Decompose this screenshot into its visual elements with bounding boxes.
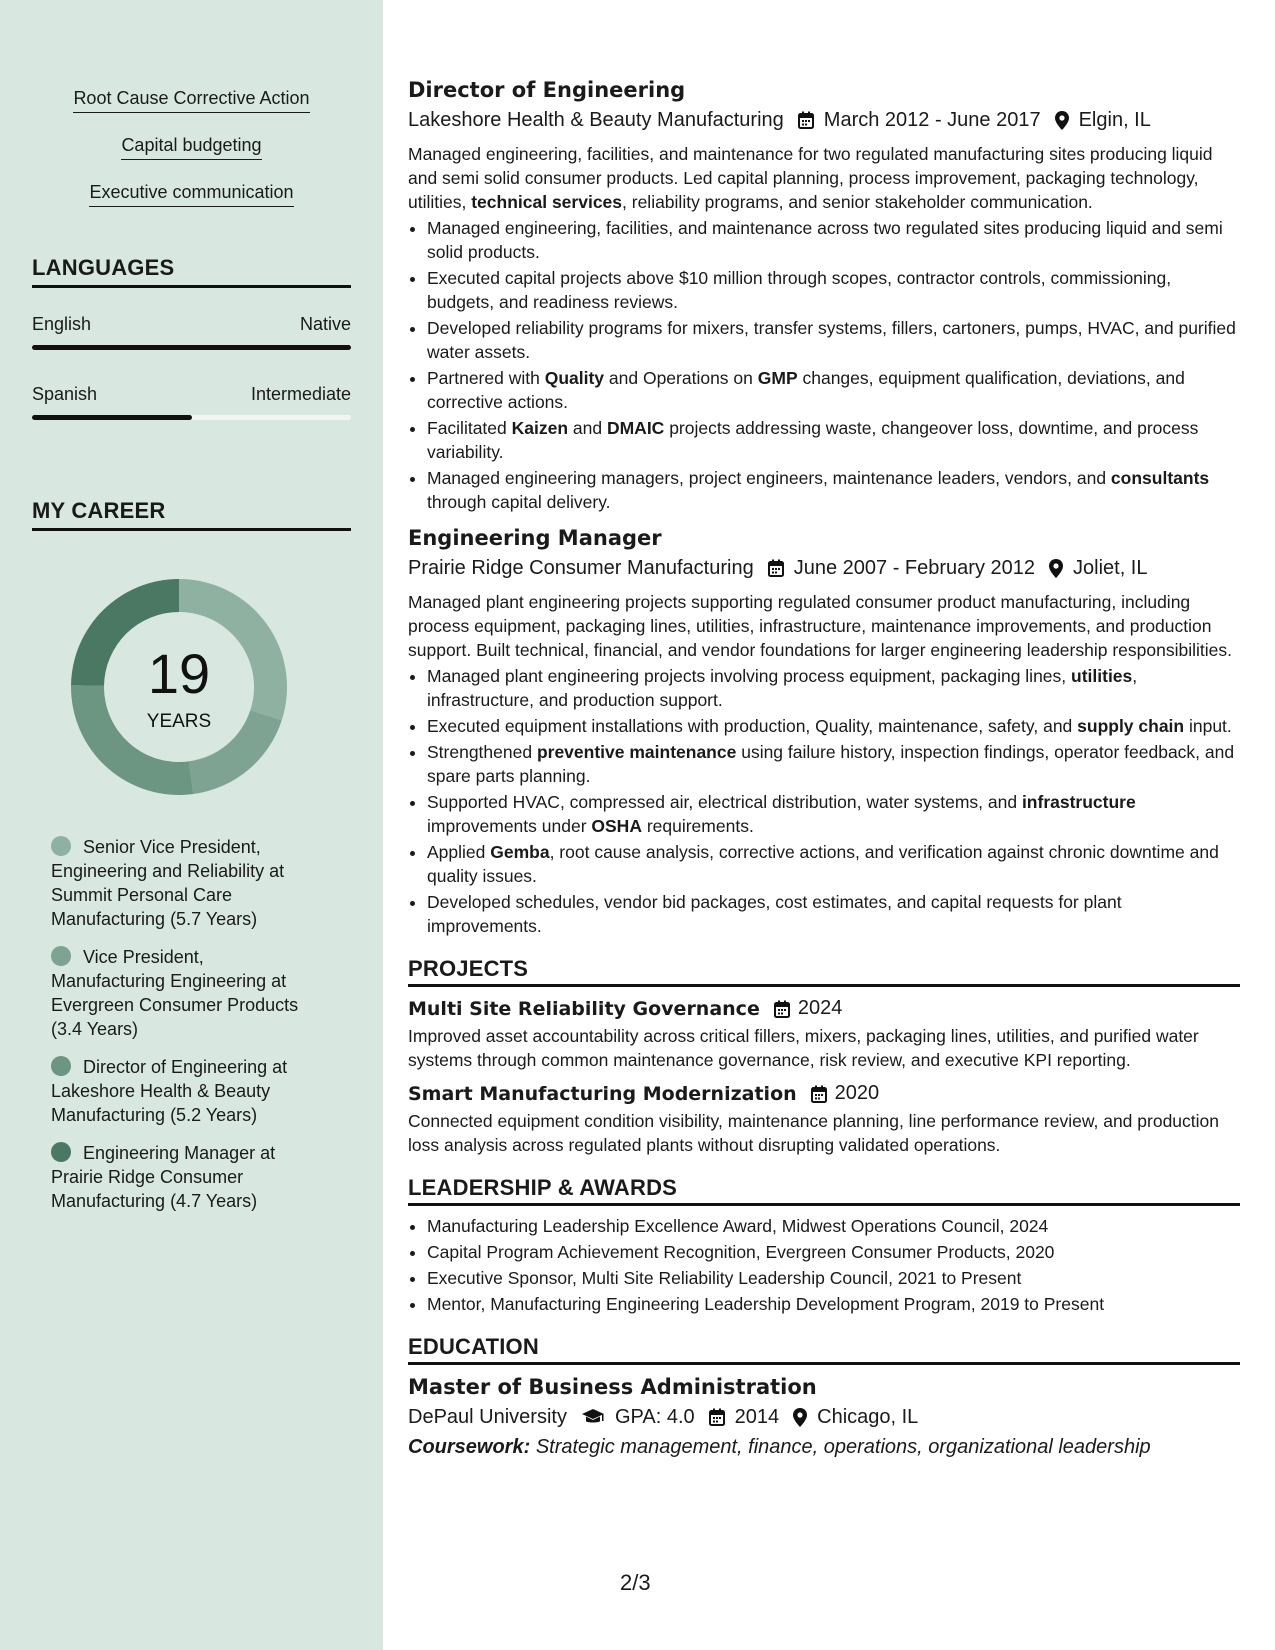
text-segment: input. [1184, 716, 1232, 736]
calendar-icon [774, 1000, 790, 1018]
text-segment: , root cause analysis, corrective actions, and verification against chronic downtime and quality issues. [427, 842, 1219, 886]
text-segment: Managed plant engineering projects involving process equipment, packaging lines, [427, 666, 1072, 686]
location-pin-icon [1049, 559, 1063, 578]
project-year: 2020 [834, 1082, 880, 1104]
keyword: Gemba [490, 842, 550, 862]
career-legend [51, 835, 321, 1227]
location-pin-icon [793, 1408, 807, 1427]
education-school: DePaul University [408, 1406, 567, 1428]
sidebar [0, 0, 383, 1650]
project-description: Connected equipment condition visibility, maintenance planning, line performance review, and production loss analysis across regulated plants without disrupting validated operations. [408, 1111, 1219, 1155]
award-item: • Manufacturing Leadership Excellence Award, Midwest Operations Council, 2024 [427, 1214, 1240, 1238]
skill-item: Capital budgeting [121, 133, 261, 160]
text-segment: Applied [427, 842, 491, 862]
language-name: Spanish [32, 384, 98, 404]
award-item: • Mentor, Manufacturing Engineering Leadership Development Program, 2019 to Present [427, 1292, 1240, 1316]
keyword: DMAIC [606, 418, 665, 438]
job-dates: March 2012 - June 2017 [823, 109, 1041, 131]
language-english [32, 314, 351, 350]
keyword: infrastructure [1021, 792, 1136, 812]
education-heading: EDUCATION [408, 1334, 1240, 1365]
languages-heading: LANGUAGES [32, 255, 351, 288]
text-segment: and Operations on [604, 368, 758, 388]
job-bullet [427, 266, 1240, 314]
skill-item: Executive communication [89, 180, 293, 207]
job-meta [408, 106, 1240, 134]
project-title-row [408, 1082, 1240, 1105]
job-bullet [427, 890, 1240, 938]
career-legend-text: Engineering Manager at Prairie Ridge Consumer Manufacturing (4.7 Years) [51, 1143, 276, 1211]
experience-list [408, 76, 1240, 938]
project-year: 2024 [797, 997, 843, 1019]
language-name: English [32, 314, 92, 334]
project-description: Improved asset accountability across critical fillers, mixers, packaging lines, utilities, and purified water systems through common maintenance governance, risk review, and executive KPI reporting. [408, 1026, 1199, 1070]
job-bullets [408, 216, 1240, 514]
job-title: Director of Engineering [408, 78, 686, 102]
job-dates: June 2007 - February 2012 [793, 557, 1035, 579]
job-bullet [427, 714, 1240, 738]
job-location: Elgin, IL [1078, 109, 1151, 131]
job-bullets [408, 664, 1240, 938]
projects-heading: PROJECTS [408, 956, 1240, 987]
legend-dot [51, 1142, 71, 1162]
text-segment: changes, equipment qualification, deviations, and corrective actions. [427, 368, 1185, 412]
career-total-years: 19 [147, 642, 211, 705]
skills-list [32, 86, 351, 227]
text-segment: requirements. [641, 816, 754, 836]
job-location: Joliet, IL [1073, 557, 1148, 579]
calendar-icon [798, 111, 814, 129]
education-gpa: GPA: 4.0 [614, 1406, 695, 1428]
career-donut-chart [66, 574, 292, 800]
job-bullet [427, 790, 1240, 838]
text-segment: Managed engineering managers, project engineers, maintenance leaders, vendors, and [427, 468, 1111, 488]
graduation-cap-icon [581, 1408, 605, 1426]
text-segment: improvements under [427, 816, 592, 836]
legend-dot [51, 836, 71, 856]
language-bar [32, 415, 351, 420]
language-bar [32, 345, 351, 350]
awards-list [408, 1214, 1240, 1316]
projects-list [408, 997, 1240, 1157]
text-segment: Supported HVAC, compressed air, electrical distribution, water systems, and [427, 792, 1022, 812]
job-company: Prairie Ridge Consumer Manufacturing [408, 557, 754, 579]
job-bullet [427, 840, 1240, 888]
career-legend-item [51, 1055, 321, 1127]
keyword: GMP [757, 368, 798, 388]
keyword: Kaizen [511, 418, 569, 438]
job-meta [408, 554, 1240, 582]
text-segment: Managed plant engineering projects supporting regulated consumer product manufacturing, including process equipment, packaging lines, utilities, infrastructure, maintenance improvements, and production support. Built technical, financial, and vendor foundations for larger engineering leadership responsibilities. [408, 592, 1232, 660]
job-summary [408, 590, 1240, 662]
job-bullet [427, 664, 1240, 712]
language-level: Intermediate [250, 384, 351, 404]
text-segment: Strengthened [427, 742, 537, 762]
text-segment: using failure history, inspection findings, operator feedback, and spare parts planning. [427, 742, 1235, 786]
education-coursework [408, 1433, 1240, 1461]
keyword: Quality [544, 368, 605, 388]
language-spanish [32, 384, 351, 420]
text-segment: Executed capital projects above $10 million through scopes, contractor controls, commissioning, budgets, and readiness reviews. [427, 268, 1172, 312]
keyword: supply chain [1077, 716, 1185, 736]
award-item: • Executive Sponsor, Multi Site Reliability Leadership Council, 2021 to Present [427, 1266, 1240, 1290]
career-heading: MY CAREER [32, 498, 351, 531]
main-content [408, 76, 1240, 1461]
calendar-icon [709, 1408, 725, 1426]
career-legend-text: Senior Vice President, Engineering and Reliability at Summit Personal Care Manufacturing (5.7 Years) [51, 837, 285, 929]
keyword: utilities [1071, 666, 1133, 686]
job-bullet [427, 366, 1240, 414]
text-segment: Executed equipment installations with production, Quality, maintenance, safety, and [427, 716, 1078, 736]
experience-entry [408, 524, 1240, 938]
language-bar-fill [32, 415, 192, 420]
text-segment: , infrastructure, and production support. [427, 666, 1138, 710]
calendar-icon [768, 559, 784, 577]
job-summary [408, 142, 1240, 214]
legend-dot [51, 1056, 71, 1076]
text-segment: Facilitated [427, 418, 512, 438]
text-segment: Developed reliability programs for mixers, transfer systems, fillers, cartoners, pumps, HVAC, and purified water assets. [427, 318, 1236, 362]
keyword: OSHA [591, 816, 642, 836]
calendar-icon [811, 1085, 827, 1103]
text-segment: Developed schedules, vendor bid packages, cost estimates, and capital requests for plant improvements. [427, 892, 1122, 936]
legend-dot [51, 946, 71, 966]
coursework-label: Coursework: [408, 1436, 531, 1458]
education-location: Chicago, IL [817, 1406, 919, 1428]
experience-entry [408, 76, 1240, 514]
career-legend-item [51, 945, 321, 1041]
project-title-row [408, 997, 1240, 1020]
career-legend-item [51, 1141, 321, 1213]
skill-item: Root Cause Corrective Action [73, 86, 309, 113]
language-bar-fill [32, 345, 351, 350]
job-bullet [427, 316, 1240, 364]
page-number: 2/3 [620, 1570, 651, 1595]
job-company: Lakeshore Health & Beauty Manufacturing [408, 109, 784, 131]
job-bullet [427, 416, 1240, 464]
keyword: consultants [1110, 468, 1210, 488]
project-title: Multi Site Reliability Governance [408, 997, 760, 1020]
career-legend-item [51, 835, 321, 931]
education-year: 2014 [734, 1406, 780, 1428]
text-segment: Managed engineering, facilities, and maintenance for two regulated manufacturing sites producing liquid and semi solid consumer products. Led capital planning, process improvement, packaging technology, utilities, [408, 144, 1213, 212]
education-meta [408, 1403, 1240, 1431]
award-item: • Capital Program Achievement Recognition, Evergreen Consumer Products, 2020 [427, 1240, 1240, 1264]
job-bullet [427, 466, 1240, 514]
education-degree: Master of Business Administration [408, 1375, 817, 1399]
text-segment: and [568, 418, 607, 438]
text-segment: Managed engineering, facilities, and maintenance across two regulated sites producing liquid and semi solid products. [427, 218, 1223, 262]
job-title: Engineering Manager [408, 526, 662, 550]
project-title: Smart Manufacturing Modernization [408, 1082, 797, 1105]
keyword: technical services [471, 192, 623, 212]
text-segment: through capital delivery. [427, 492, 611, 512]
career-years-label: YEARS [146, 711, 212, 732]
location-pin-icon [1055, 111, 1069, 130]
awards-heading: LEADERSHIP & AWARDS [408, 1175, 1240, 1206]
text-segment: , reliability programs, and senior stakeholder communication. [622, 192, 1093, 212]
job-bullet [427, 740, 1240, 788]
coursework-text: Strategic management, finance, operations, organizational leadership [535, 1436, 1151, 1458]
text-segment: projects addressing waste, changeover loss, downtime, and process variability. [427, 418, 1199, 462]
keyword: preventive maintenance [536, 742, 737, 762]
career-legend-text: Vice President, Manufacturing Engineering at Evergreen Consumer Products (3.4 Years) [51, 947, 299, 1039]
language-level: Native [299, 314, 351, 334]
text-segment: Partnered with [427, 368, 545, 388]
career-legend-text: Director of Engineering at Lakeshore Health & Beauty Manufacturing (5.2 Years) [51, 1057, 288, 1125]
job-bullet [427, 216, 1240, 264]
